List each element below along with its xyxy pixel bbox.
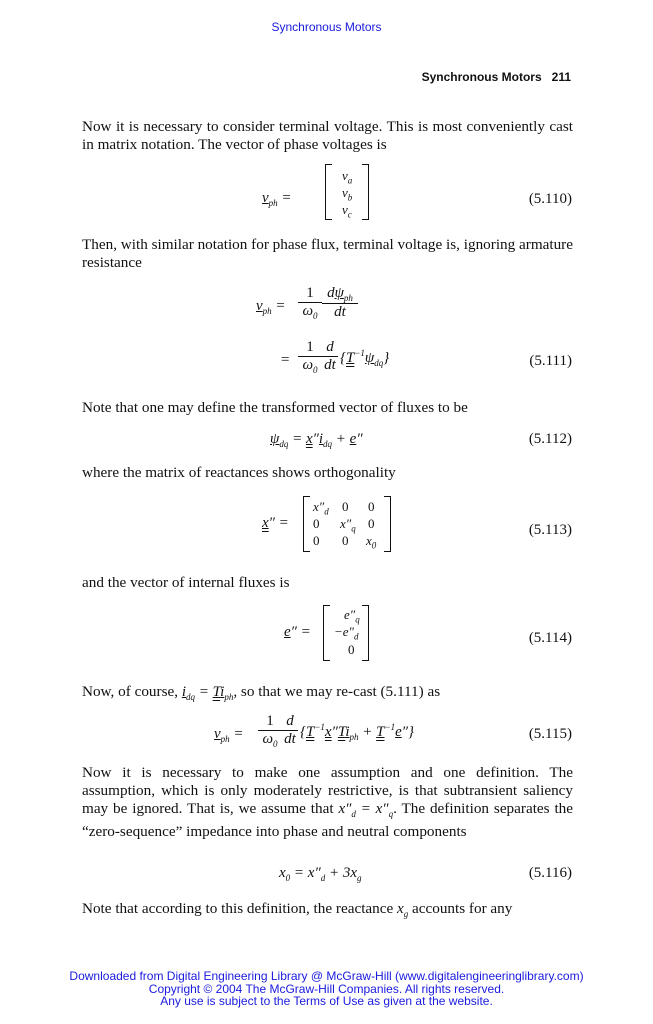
fraction-one-over-omega-3: $\frac{1}{\omega_0}$	[258, 713, 282, 749]
paragraph-7	[82, 764, 573, 841]
fraction-d-dt-2: $\frac{d}{dt}$	[282, 713, 298, 748]
eq-5-111-equals: =	[280, 352, 291, 368]
internal-flux-vector: $e''_q$ $-e''_d$ 0	[323, 605, 369, 661]
paragraph-6-start: Now, of course,	[82, 683, 182, 700]
paragraph-4: where the matrix of reactances shows orthogonality	[82, 464, 396, 481]
eq-5-115-lhs: $v_{ph}$ =	[214, 726, 244, 744]
eq-5-113-lhs: x″ =	[262, 515, 289, 531]
paragraph-8-a: Note that according to this definition, the reactance	[82, 900, 398, 917]
paragraph-8-b: accounts for any	[408, 900, 513, 917]
paragraph-3: Note that one may define the transformed vector of fluxes to be	[82, 399, 468, 416]
paragraph-6-end: , so that we may re-cast (5.111) as	[233, 683, 441, 700]
equation-number: (5.111)	[529, 353, 572, 369]
equation-number: (5.115)	[528, 726, 572, 742]
fraction-d-dt: $\frac{d}{dt}$	[322, 339, 338, 374]
eq-5-110-lhs: $v_{ph}$ =	[262, 190, 292, 208]
inline-idq-equation: $i_{dq} = Ti_{ph}$	[181, 684, 234, 702]
equation-number: (5.116)	[528, 865, 572, 881]
footer-terms[interactable]: Any use is subject to the Terms of Use as given at the website.	[160, 994, 493, 1008]
equation-number: (5.114)	[528, 630, 572, 646]
eq-5-111-lhs: $v_{ph}$ =	[256, 298, 286, 316]
reactance-matrix: $x''_d$ 0 0 0 $x''_q$ 0 0 0 $x_0$	[303, 496, 391, 552]
paragraph-1: Now it is necessary to consider terminal voltage. This is most conveniently cast in matrix notation. The vector of phase voltages is	[82, 118, 573, 153]
eq-5-114-lhs: e″ =	[284, 624, 311, 640]
paragraph-6	[82, 683, 573, 706]
running-title: Synchronous Motors	[421, 70, 542, 84]
eq-5-116: $x_0 = x''_d + 3x_g$	[279, 865, 362, 883]
top-link[interactable]: Synchronous Motors	[271, 20, 382, 34]
paragraph-7-b: . The definition separates the “zero-sequence” impedance into phase and neutral components	[82, 800, 573, 840]
paragraph-2: Then, with similar notation for phase flux, terminal voltage is, ignoring armature resistance	[82, 236, 573, 271]
footer-copyright: Copyright © 2004 The McGraw-Hill Companies. All rights reserved.	[148, 981, 505, 996]
paragraph-8	[82, 900, 573, 923]
equation-number: (5.112)	[528, 431, 572, 447]
phase-voltage-vector: $v_a$ $v_b$ $v_c$	[325, 164, 369, 220]
footer	[0, 970, 653, 1008]
equation-number: (5.110)	[528, 191, 572, 207]
footer-download-link[interactable]: Downloaded from Digital Engineering Library @ McGraw-Hill (www.digitalengineeringlibrary.com)	[69, 969, 584, 983]
fraction-one-over-omega: $\frac{1}{\omega_0}$	[298, 285, 322, 321]
eq-5-115-rhs: $\{T^{-1}x''Ti_{ph} + T^{-1}e''\}$	[300, 722, 414, 742]
paragraph-5: and the vector of internal fluxes is	[82, 574, 290, 591]
eq-5-111-rhs: $\{T^{-1}\psi_{dq}\}$	[340, 348, 390, 368]
page-number: 211	[551, 70, 571, 84]
fraction-one-over-omega-2: $\frac{1}{\omega_0}$	[298, 339, 322, 375]
eq-5-112: $\psi_{dq} = x''i_{dq} + e''$	[270, 431, 363, 449]
paragraph-7-a: Now it is necessary to make one assumption and one definition. The assumption, which is only moderately restrictive, is that subtransient saliency may be ignored. That is, we assume that	[82, 764, 573, 817]
inline-xg: $x_g$	[397, 901, 409, 919]
running-header	[422, 70, 571, 84]
equation-number: (5.113)	[528, 522, 572, 538]
inline-saliency-equation: $x''_d = x''_q$	[338, 801, 394, 819]
fraction-dpsi-dt: $d\psi_{ph}$ dt	[322, 285, 358, 321]
